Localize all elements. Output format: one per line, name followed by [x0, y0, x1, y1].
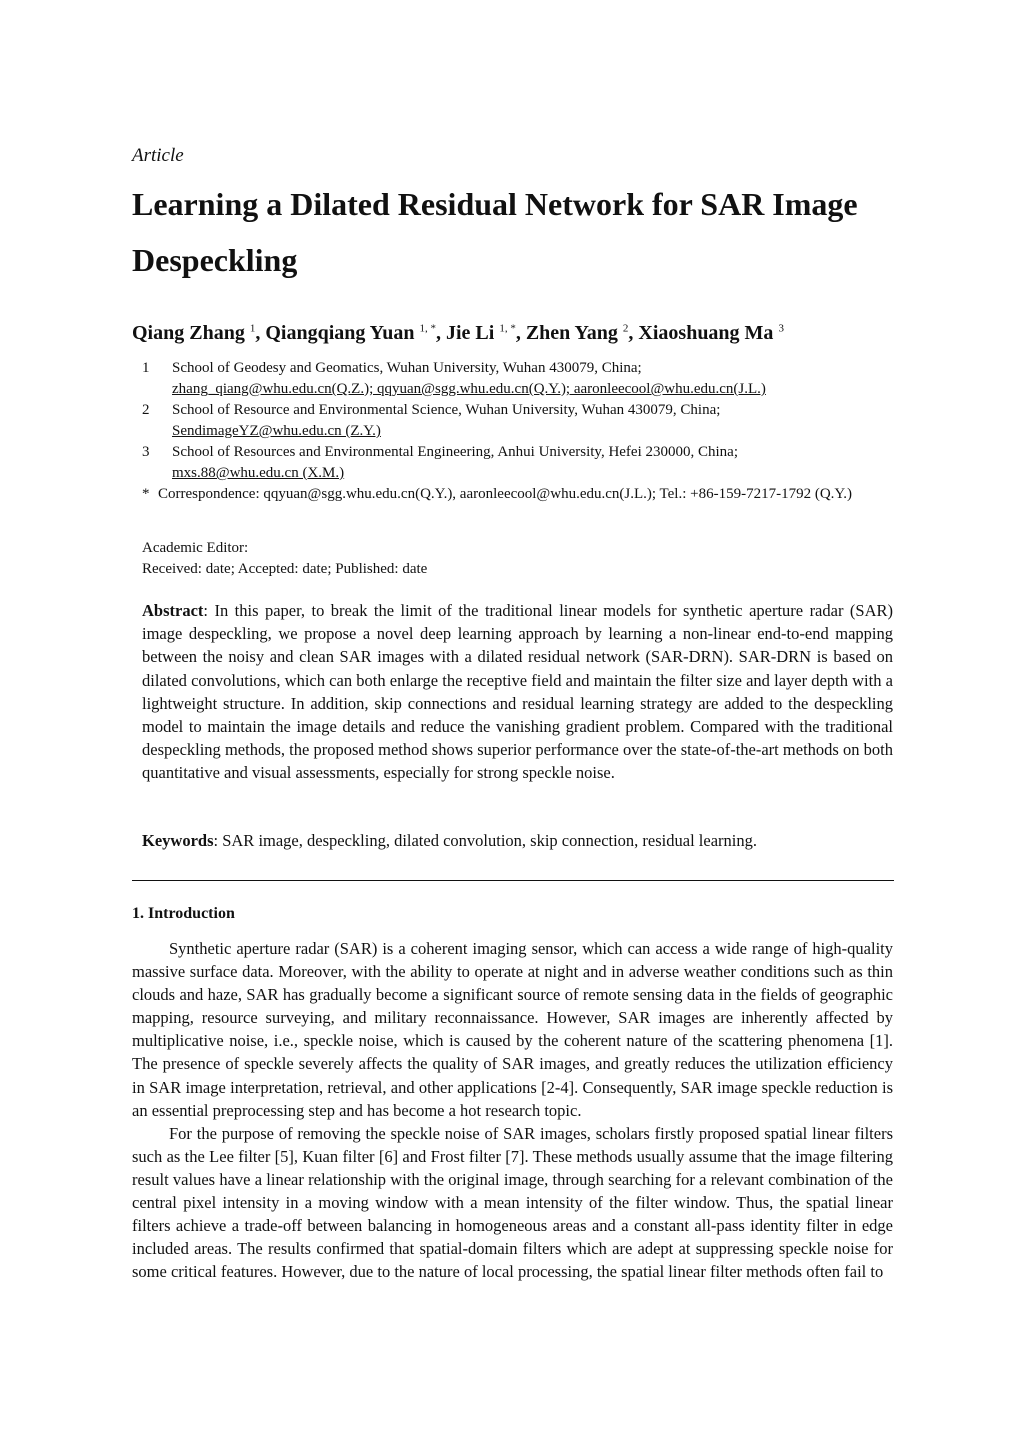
- keywords-text: SAR image, despeckling, dilated convolution, skip connection, residual learning.: [222, 831, 757, 850]
- correspondence-mark: *: [142, 486, 150, 502]
- affiliation-email-link[interactable]: mxs.88@whu.edu.cn (X.M.): [172, 465, 345, 481]
- author-list: [132, 322, 784, 345]
- affiliation-text: School of Resource and Environmental Science, Wuhan University, Wuhan 430079, China;: [172, 402, 721, 418]
- affiliation-number: 2: [142, 402, 150, 418]
- author: Zhen Yang $^2$,: [525, 322, 639, 344]
- affiliation-text: School of Geodesy and Geomatics, Wuhan University, Wuhan 430079, China;: [172, 360, 642, 376]
- affiliation-number: 3: [142, 444, 150, 460]
- author: Jie Li $^{1, *}$,: [445, 322, 526, 344]
- paragraph: For the purpose of removing the speckle noise of SAR images, scholars firstly proposed spatial linear filters such as the Lee filter [5], Kuan filter [6] and Frost filter [7]. These methods usually assume that the image filtering result values have a linear relationship with the original image, through searching for a relevant combination of the central pixel intensity in a moving window with a mean intensity of the filter window. Thus, the spatial linear filters achieve a trade-off between balancing in homogeneous areas and a constant all-pass identity filter in edge included areas. The results confirmed that spatial-domain filters which are adept at suppressing speckle noise for some critical features. However, due to the nature of local processing, the spatial linear filter methods often fail to: [132, 1123, 893, 1282]
- publication-dates: Received: date; Accepted: date; Published: date: [142, 561, 428, 577]
- paragraph: Synthetic aperture radar (SAR) is a coherent imaging sensor, which can access a wide range of high-quality massive surface data. Moreover, with the ability to operate at night and in adverse weather conditions such as thin clouds and haze, SAR has gradually become a significant source of remote sensing data in the fields of geographic mapping, resource surveying, and military reconnaissance. However, SAR images are inherently affected by multiplicative noise, i.e., speckle noise, which is caused by the coherent nature of the scattering phenomena [1]. The presence of speckle severely affects the quality of SAR images, and greatly reduces the utilization efficiency in SAR image interpretation, retrieval, and other applications [2-4]. Consequently, SAR image speckle reduction is an essential preprocessing step and has become a hot research topic.: [132, 939, 893, 1120]
- paper-title: Learning a Dilated Residual Network for SAR Image Despeckling: [132, 186, 858, 278]
- article-type: Article: [132, 145, 184, 166]
- section-divider: [132, 880, 894, 881]
- affiliation-number: 1: [142, 360, 150, 376]
- abstract-label: Abstract: [142, 601, 204, 620]
- academic-editor: Academic Editor:: [142, 540, 249, 556]
- author: Xiaoshuang Ma $^3$: [638, 322, 784, 344]
- abstract: Abstract: In this paper, to break the limit of the traditional linear models for synthetic aperture radar (SAR) image despeckling, we propose a novel deep learning approach by learning a non-linear end-to-end mapping between the noisy and clean SAR images with a dilated residual network (SAR-DRN). SAR-DRN is based on dilated convolutions, which can both enlarge the receptive field and maintain the filter size and layer depth with a lightweight structure. In addition, skip connections and residual learning strategy are added to the despeckling model to maintain the image details and reduce the vanishing gradient problem. Compared with the traditional despeckling methods, the proposed method shows superior performance over the state-of-the-art methods on both quantitative and visual assessments, especially for strong speckle noise.: [142, 601, 893, 783]
- keywords: Keywords: SAR image, despeckling, dilated convolution, skip connection, residual learning.: [142, 831, 757, 850]
- section-heading: 1. Introduction: [132, 905, 235, 922]
- author: Qiangqiang Yuan $^{1, *}$,: [265, 322, 446, 344]
- affiliation-email-link[interactable]: zhang_qiang@whu.edu.cn(Q.Z.); qqyuan@sgg.whu.edu.cn(Q.Y.); aaronleecool@whu.edu.cn(J.L.): [172, 381, 766, 397]
- section-body: [132, 937, 893, 1283]
- affiliations: [142, 358, 902, 505]
- abstract-text: In this paper, to break the limit of the traditional linear models for synthetic aperture radar (SAR) image despeckling, we propose a novel deep learning approach by learning a non-linear end-to-end mapping between the noisy and clean SAR images with a dilated residual network (SAR-DRN). SAR-DRN is based on dilated convolutions, which can both enlarge the receptive field and maintain the filter size and layer depth with a lightweight structure. In addition, skip connections and residual learning strategy are added to the despeckling model to maintain the image details and reduce the vanishing gradient problem. Compared with the traditional despeckling methods, the proposed method shows superior performance over the state-of-the-art methods on both quantitative and visual assessments, especially for strong speckle noise.: [142, 601, 893, 783]
- author: Qiang Zhang $^1$,: [132, 322, 266, 344]
- affiliation: [142, 400, 902, 442]
- affiliation-email-link[interactable]: SendimageYZ@whu.edu.cn (Z.Y.): [172, 423, 381, 439]
- affiliation: [142, 358, 902, 400]
- affiliation: [142, 442, 902, 484]
- keywords-label: Keywords: [142, 831, 214, 850]
- editorial-info: [142, 538, 427, 580]
- affiliation-text: School of Resources and Environmental Engineering, Anhui University, Hefei 230000, China;: [172, 444, 739, 460]
- correspondence: [142, 484, 902, 505]
- correspondence-text: Correspondence: qqyuan@sgg.whu.edu.cn(Q.Y.), aaronleecool@whu.edu.cn(J.L.); Tel.: +86-159-7217-1792 (Q.Y.): [158, 486, 853, 502]
